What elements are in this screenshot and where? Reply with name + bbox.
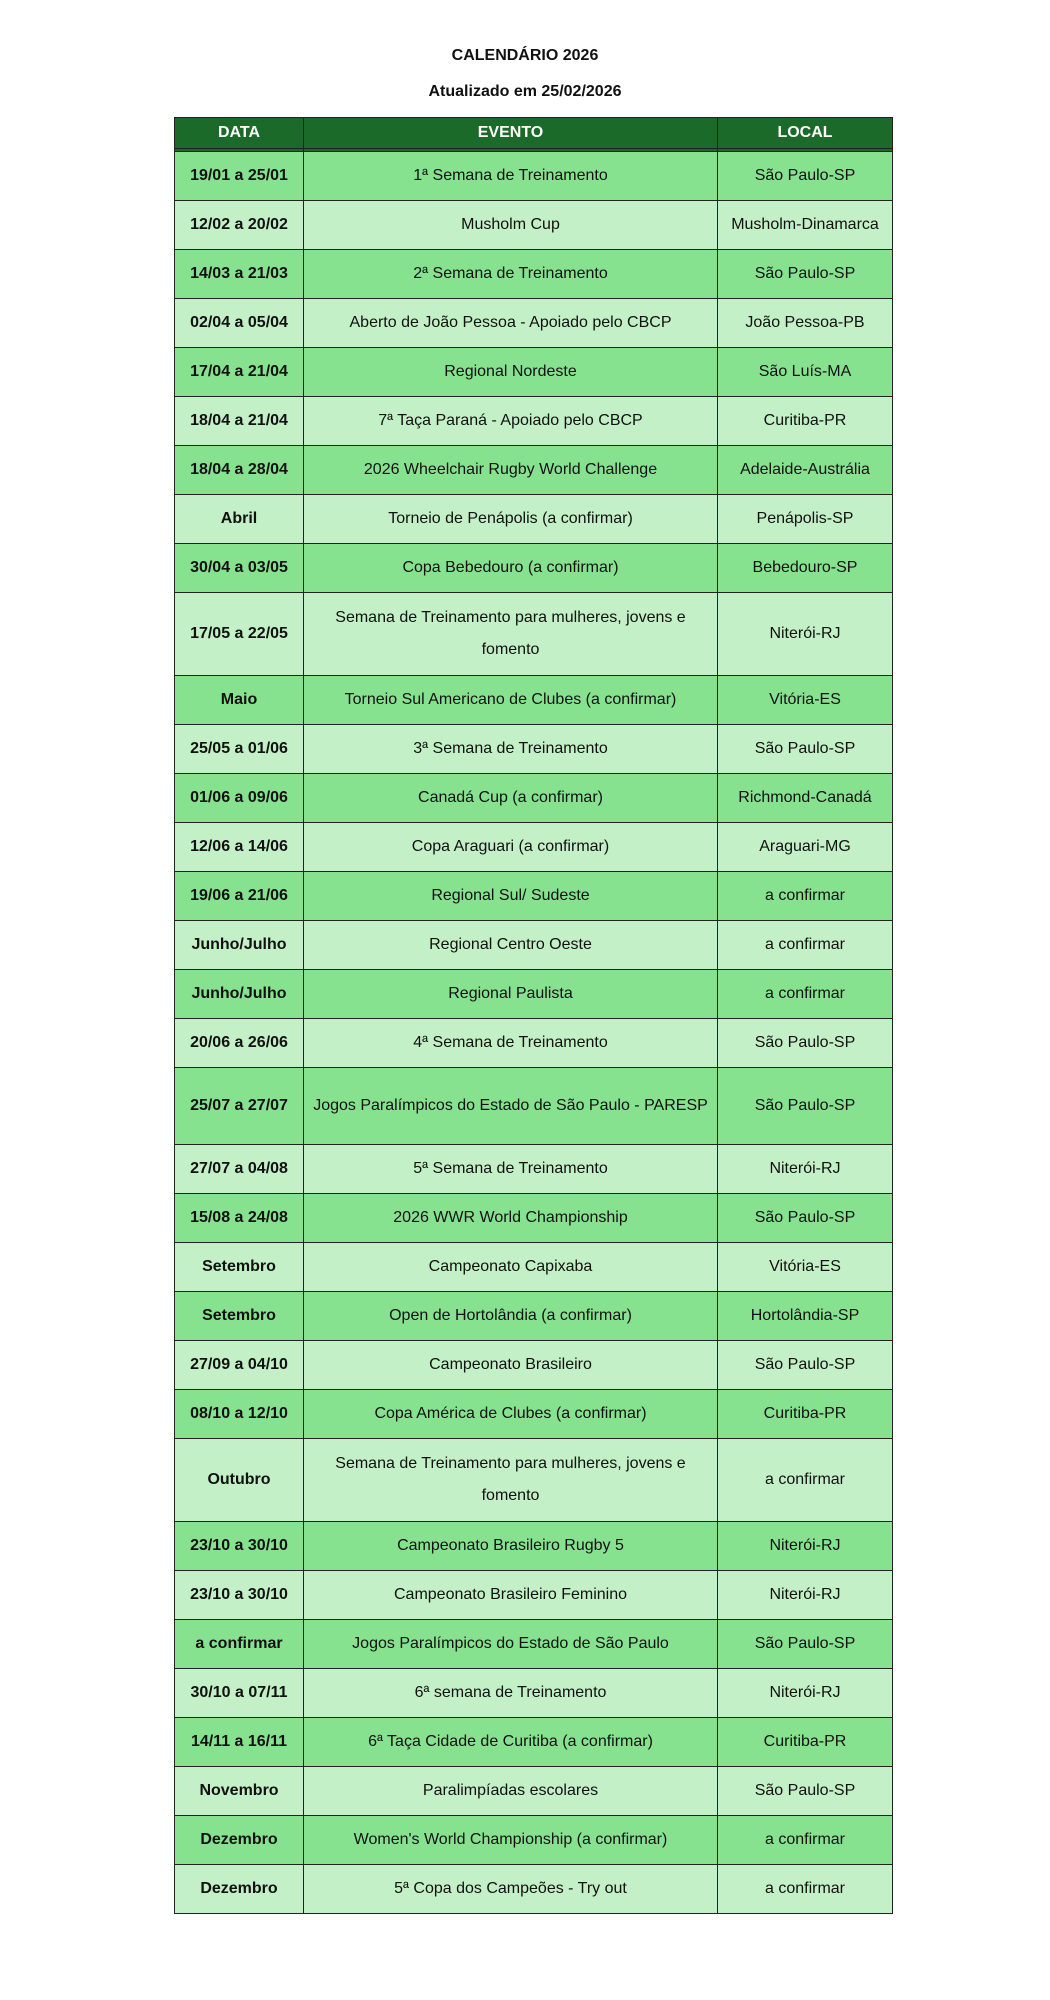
location-cell: a confirmar [718,1865,893,1914]
date-cell: Abril [175,495,304,544]
date-cell: 17/04 a 21/04 [175,348,304,397]
location-cell: São Paulo-SP [718,1767,893,1816]
updated-date: Atualizado em 25/02/2026 [428,83,622,100]
location-cell: Niterói-RJ [718,1522,893,1571]
event-cell: Regional Sul/ Sudeste [304,872,718,921]
location-cell: a confirmar [718,872,893,921]
table-row [175,544,893,593]
location-cell: Penápolis-SP [718,495,893,544]
location-cell: Niterói-RJ [718,1669,893,1718]
table-row [175,676,893,725]
date-cell: 27/07 a 04/08 [175,1145,304,1194]
event-cell: 5ª Semana de Treinamento [304,1145,718,1194]
event-cell: Semana de Treinamento para mulheres, jovens e fomento [304,593,718,676]
location-cell: São Paulo-SP [718,1341,893,1390]
table-row [175,1341,893,1390]
table-row [175,970,893,1019]
location-cell: São Luís-MA [718,348,893,397]
date-cell: 14/03 a 21/03 [175,250,304,299]
table-row [175,1292,893,1341]
table-row [175,774,893,823]
date-cell: 12/06 a 14/06 [175,823,304,872]
event-cell: Campeonato Brasileiro Feminino [304,1571,718,1620]
event-cell: Copa Araguari (a confirmar) [304,823,718,872]
table-row [175,921,893,970]
date-cell: 30/10 a 07/11 [175,1669,304,1718]
event-cell: Campeonato Brasileiro Rugby 5 [304,1522,718,1571]
location-cell: São Paulo-SP [718,1019,893,1068]
date-cell: 17/05 a 22/05 [175,593,304,676]
calendar-table [174,117,893,1914]
date-cell: 02/04 a 05/04 [175,299,304,348]
column-header-event: EVENTO [304,118,718,149]
date-cell: 18/04 a 28/04 [175,446,304,495]
location-cell: a confirmar [718,1816,893,1865]
date-cell: 12/02 a 20/02 [175,201,304,250]
date-cell: 20/06 a 26/06 [175,1019,304,1068]
location-cell: Vitória-ES [718,1243,893,1292]
page-title: CALENDÁRIO 2026 [451,47,599,64]
date-cell: 23/10 a 30/10 [175,1571,304,1620]
table-row [175,348,893,397]
table-row [175,823,893,872]
location-cell: João Pessoa-PB [718,299,893,348]
table-header-row [175,118,893,149]
location-cell: a confirmar [718,921,893,970]
date-cell: 23/10 a 30/10 [175,1522,304,1571]
date-cell: 19/06 a 21/06 [175,872,304,921]
location-cell: Musholm-Dinamarca [718,201,893,250]
location-cell: São Paulo-SP [718,1620,893,1669]
event-cell: Copa América de Clubes (a confirmar) [304,1390,718,1439]
event-cell: Torneio de Penápolis (a confirmar) [304,495,718,544]
date-cell: 27/09 a 04/10 [175,1341,304,1390]
event-cell: Musholm Cup [304,201,718,250]
date-cell: Outubro [175,1439,304,1522]
table-row [175,1718,893,1767]
location-cell: São Paulo-SP [718,250,893,299]
date-cell: Junho/Julho [175,970,304,1019]
location-cell: Vitória-ES [718,676,893,725]
event-cell: Campeonato Capixaba [304,1243,718,1292]
location-cell: São Paulo-SP [718,725,893,774]
location-cell: Hortolândia-SP [718,1292,893,1341]
date-cell: 30/04 a 03/05 [175,544,304,593]
date-cell: 01/06 a 09/06 [175,774,304,823]
date-cell: 18/04 a 21/04 [175,397,304,446]
event-cell: Paralimpíadas escolares [304,1767,718,1816]
table-row [175,446,893,495]
table-row [175,1390,893,1439]
date-cell: 08/10 a 12/10 [175,1390,304,1439]
event-cell: Campeonato Brasileiro [304,1341,718,1390]
date-cell: 14/11 a 16/11 [175,1718,304,1767]
event-cell: 4ª Semana de Treinamento [304,1019,718,1068]
location-cell: São Paulo-SP [718,1194,893,1243]
location-cell: Niterói-RJ [718,1571,893,1620]
date-cell: Maio [175,676,304,725]
column-header-date: DATA [175,118,304,149]
table-row [175,495,893,544]
event-cell: Regional Centro Oeste [304,921,718,970]
column-header-location: LOCAL [718,118,893,149]
table-row [175,1243,893,1292]
date-cell: Dezembro [175,1865,304,1914]
event-cell: Aberto de João Pessoa - Apoiado pelo CBCP [304,299,718,348]
event-cell: 5ª Copa dos Campeões - Try out [304,1865,718,1914]
location-cell: Richmond-Canadá [718,774,893,823]
date-cell: 19/01 a 25/01 [175,152,304,201]
event-cell: 7ª Taça Paraná - Apoiado pelo CBCP [304,397,718,446]
table-row [175,201,893,250]
event-cell: Jogos Paralímpicos do Estado de São Paulo [304,1620,718,1669]
location-cell: a confirmar [718,1439,893,1522]
table-row [175,1068,893,1145]
table-row [175,1767,893,1816]
table-row [175,1522,893,1571]
location-cell: Niterói-RJ [718,593,893,676]
location-cell: Adelaide-Austrália [718,446,893,495]
event-cell: Copa Bebedouro (a confirmar) [304,544,718,593]
table-row [175,1865,893,1914]
location-cell: Curitiba-PR [718,1718,893,1767]
date-cell: 25/05 a 01/06 [175,725,304,774]
event-cell: Jogos Paralímpicos do Estado de São Paulo - PARESP [304,1068,718,1145]
event-cell: 2ª Semana de Treinamento [304,250,718,299]
table-row [175,299,893,348]
date-cell: Setembro [175,1243,304,1292]
table-row [175,1019,893,1068]
event-cell: 6ª semana de Treinamento [304,1669,718,1718]
event-cell: Women's World Championship (a confirmar) [304,1816,718,1865]
event-cell: 2026 Wheelchair Rugby World Challenge [304,446,718,495]
date-cell: Junho/Julho [175,921,304,970]
location-cell: Curitiba-PR [718,397,893,446]
event-cell: 2026 WWR World Championship [304,1194,718,1243]
location-cell: Niterói-RJ [718,1145,893,1194]
event-cell: Torneio Sul Americano de Clubes (a confirmar) [304,676,718,725]
table-row [175,152,893,201]
date-cell: 25/07 a 27/07 [175,1068,304,1145]
table-row [175,1194,893,1243]
table-row [175,872,893,921]
table-row [175,1669,893,1718]
location-cell: São Paulo-SP [718,152,893,201]
table-row [175,1571,893,1620]
location-cell: São Paulo-SP [718,1068,893,1145]
table-row [175,1816,893,1865]
date-cell: a confirmar [175,1620,304,1669]
date-cell: 15/08 a 24/08 [175,1194,304,1243]
location-cell: a confirmar [718,970,893,1019]
event-cell: 6ª Taça Cidade de Curitiba (a confirmar) [304,1718,718,1767]
table-row [175,250,893,299]
table-row [175,1439,893,1522]
event-cell: 3ª Semana de Treinamento [304,725,718,774]
location-cell: Araguari-MG [718,823,893,872]
table-row [175,397,893,446]
date-cell: Dezembro [175,1816,304,1865]
location-cell: Bebedouro-SP [718,544,893,593]
date-cell: Setembro [175,1292,304,1341]
table-row [175,725,893,774]
table-row [175,593,893,676]
event-cell: Semana de Treinamento para mulheres, jovens e fomento [304,1439,718,1522]
date-cell: Novembro [175,1767,304,1816]
table-row [175,1620,893,1669]
event-cell: Open de Hortolândia (a confirmar) [304,1292,718,1341]
event-cell: Regional Nordeste [304,348,718,397]
event-cell: Canadá Cup (a confirmar) [304,774,718,823]
event-cell: 1ª Semana de Treinamento [304,152,718,201]
event-cell: Regional Paulista [304,970,718,1019]
location-cell: Curitiba-PR [718,1390,893,1439]
table-row [175,1145,893,1194]
